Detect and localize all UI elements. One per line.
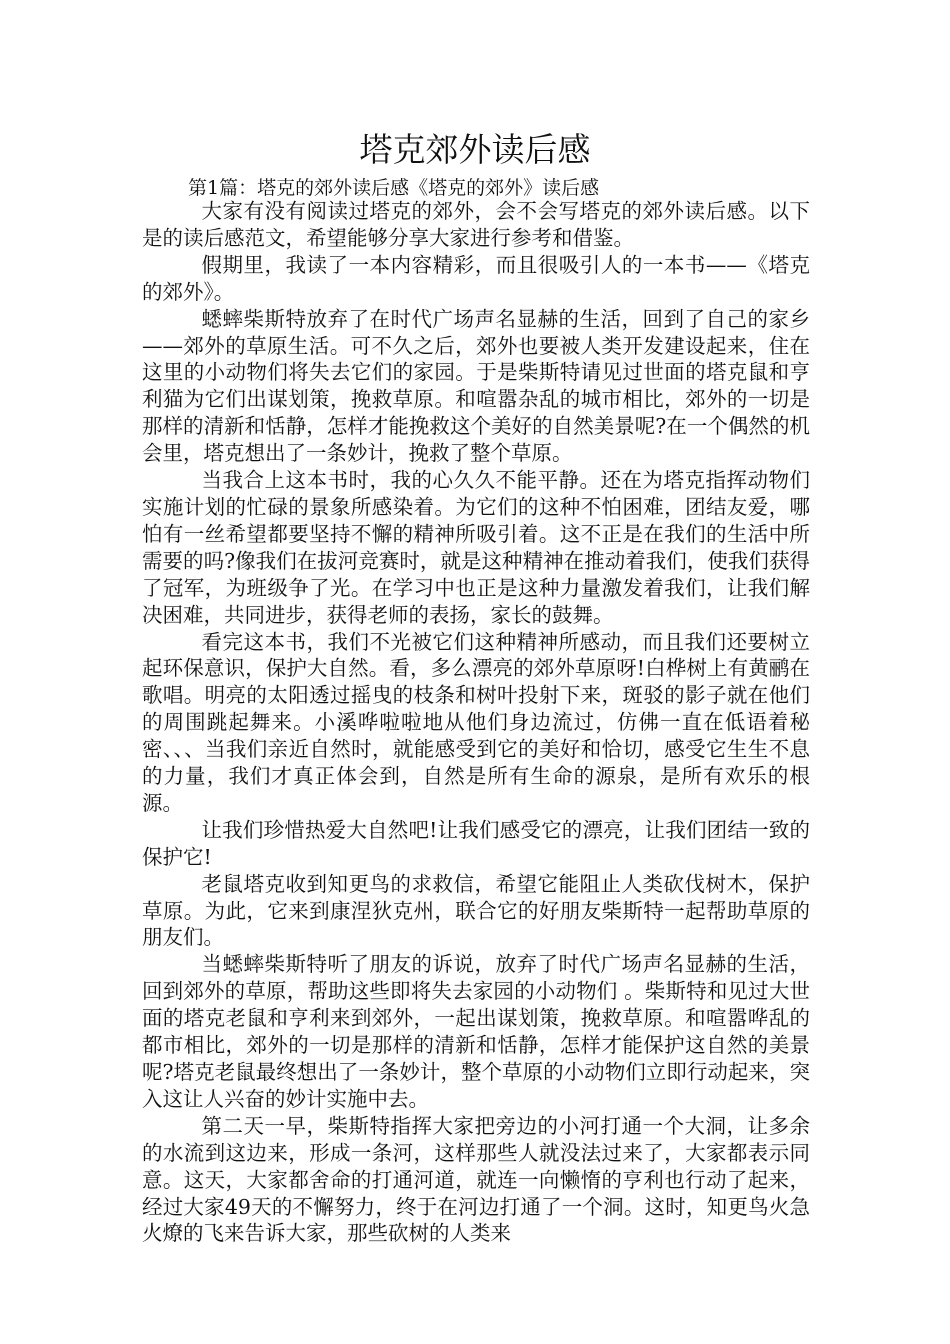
paragraph: 看完这本书，我们不光被它们这种精神所感动，而且我们还要树立起环保意识，保护大自然。看，多么漂亮的郊外草原呀!白桦树上有黄鹂在歌唱。明亮的太阳透过摇曳的枝条和树叶投射下来，斑驳的影子就在他们的周围跳起舞来。小溪哗啦啦地从他们身边流过，仿佛一直在低语着秘密、、、当我们亲近自然时，就能感受到它的美好和恰切，感受它生生不息的力量，我们才真正体会到，自然是所有生命的源泉，是所有欢乐的根源。 — [142, 629, 810, 815]
paragraph: 蟋蟀柴斯特放弃了在时代广场声名显赫的生活，回到了自己的家乡——郊外的草原生活。可不久之后，郊外也要被人类开发建设起来，住在这里的小动物们将失去它们的家园。于是柴斯特请见过世面的塔克鼠和亨利猫为它们出谋划策，挽救草原。和喧嚣杂乱的城市相比，郊外的一切是那样的清新和恬静，怎样才能挽救这个美好的自然美景呢?在一个偶然的机会里，塔克想出了一条妙计，挽救了整个草原。 — [142, 306, 810, 466]
paragraph: 第二天一早，柴斯特指挥大家把旁边的小河打通一个大洞，让多余的水流到这边来，形成一条河，这样那些人就没法过来了，大家都表示同意。这天，大家都舍命的打通河道，就连一向懒惰的亨利也行动了起来，经过大家49天的不懈努力，终于在河边打通了一个洞。这时，知更鸟火急火燎的飞来告诉大家，那些砍树的人类来 — [142, 1113, 810, 1246]
paragraph: 让我们珍惜热爱大自然吧!让我们感受它的漂亮，让我们团结一致的保护它! — [142, 817, 810, 869]
paragraph: 假期里，我读了一本内容精彩，而且很吸引人的一本书——《塔克的郊外》。 — [142, 252, 810, 304]
paragraph: 大家有没有阅读过塔克的郊外，会不会写塔克的郊外读后感。以下是的读后感范文，希望能够分享大家进行参考和借鉴。 — [142, 199, 810, 250]
paragraph: 当我合上这本书时，我的心久久不能平静。还在为塔克指挥动物们实施计划的忙碌的景象所感染着。为它们的这种不怕困难，团结友爱，哪怕有一丝希望都要坚持不懈的精神所吸引着。这不正是在我们的生活中所需要的吗?像我们在拔河竞赛时，就是这种精神在推动着我们，使我们获得了冠军，为班级争了光。在学习中也正是这种力量激发着我们，让我们解决困难，共同进步，获得老师的表扬，家长的鼓舞。 — [142, 468, 810, 627]
document-title: 塔克郊外读后感 — [359, 130, 591, 169]
document-subtitle: 第1篇：塔克的郊外读后感《塔克的郊外》读后感 — [188, 177, 600, 199]
paragraph: 当蟋蟀柴斯特听了朋友的诉说，放弃了时代广场声名显赫的生活，回到郊外的草原，帮助这些即将失去家园的小动物们 。柴斯特和见过大世面的塔克老鼠和亨利来到郊外，一起出谋划策，挽救草原。和喧嚣哗乱的都市相比，郊外的一切是那样的清新和恬静，怎样才能保护这自然的美景呢?塔克老鼠最终想出了一条妙计，整个草原的小动物们立即行动起来，突入这让人兴奋的妙计实施中去。 — [142, 952, 810, 1111]
paragraph: 老鼠塔克收到知更鸟的求救信，希望它能阻止人类砍伐树木，保护草原。为此，它来到康涅狄克州，联合它的好朋友柴斯特一起帮助草原的朋友们。 — [142, 871, 810, 950]
document-body — [142, 198, 810, 1247]
